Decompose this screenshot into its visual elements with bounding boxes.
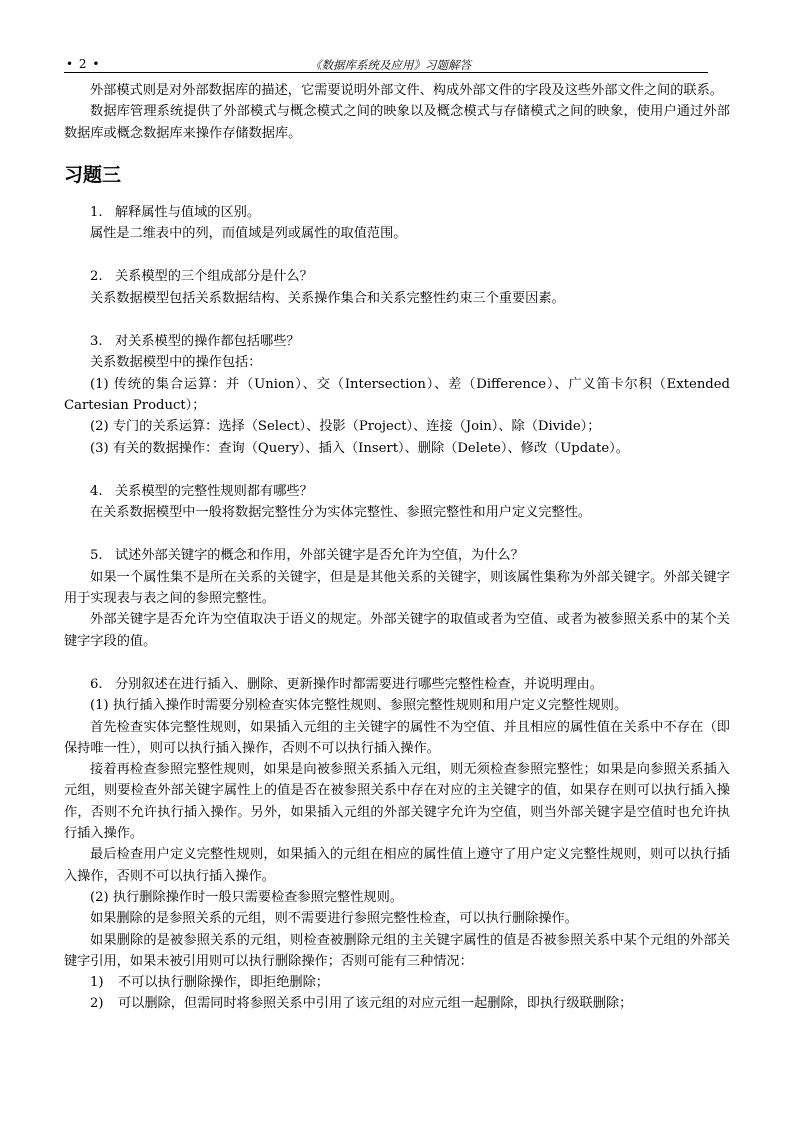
running-title: 《数据库系统及应用》习题解答 xyxy=(310,58,471,72)
question-text: 关系模型的完整性规则都有哪些？ xyxy=(115,483,313,499)
question-3 xyxy=(64,331,730,459)
answer-list-item: (2) 专门的关系运算：选择（Select）、投影（Project）、连接（Join）、除（Divide）； xyxy=(90,419,601,435)
question-number: 1. xyxy=(90,204,103,220)
answer-text: 关系数据模型包括关系数据结构、关系操作集合和关系完整性约束三个重要因素。 xyxy=(90,290,565,306)
answer-paragraph: 接着再检查参照完整性规则，如果是向被参照关系插入元组，则无须检查参照完整性；如果是向参照关系插入元组，则要检查外部关键字属性上的值是否在被参照关系中存在对应的主关键字的值，如果存在则可以执行插入操作，否则不允许执行插入操作。另外，如果插入元组的外部关键字允许为空值，则当外部关键字是空值时也允许执行插入操作。 xyxy=(64,762,730,842)
question-number: 3. xyxy=(90,334,103,350)
answer-paragraph: 如果删除的是被参照关系的元组，则检查被删除元组的主关键字属性的值是否被参照关系中某个元组的外部关键字引用，如果未被引用则可以执行删除操作；否则可能有三种情况： xyxy=(64,932,730,969)
question-text: 关系模型的三个组成部分是什么？ xyxy=(115,269,313,285)
case-item xyxy=(64,993,730,1014)
question-4 xyxy=(64,481,730,524)
answer-paragraph: 如果删除的是参照关系的元组，则不需要进行参照完整性检查，可以执行删除操作。 xyxy=(90,911,578,927)
case-item xyxy=(64,972,730,993)
question-1 xyxy=(64,202,730,245)
case-number: 2) xyxy=(90,996,104,1012)
question-2 xyxy=(64,266,730,309)
answer-list-item: (3) 有关的数据操作：查询（Query）、插入（Insert）、删除（Delete）、修改（Update）。 xyxy=(90,440,629,456)
answer-list-item: (1) 传统的集合运算：并（Union）、交（Intersection）、差（Difference）、广义笛卡尔积（Extended Cartesian Product）； xyxy=(64,376,730,413)
answer-paragraph: 如果一个属性集不是所在关系的关键字，但是是其他关系的关键字，则该属性集称为外部关键字。外部关键字用于实现表与表之间的参照完整性。 xyxy=(64,569,730,607)
question-number: 4. xyxy=(90,483,103,499)
intro-paragraph-2: 数据库管理系统提供了外部模式与概念模式之间的映象以及概念模式与存储模式之间的映象，使用户通过外部数据库或概念数据库来操作存储数据库。 xyxy=(64,104,730,141)
answer-intro: 关系数据模型中的操作包括： xyxy=(90,355,262,371)
question-number: 2. xyxy=(90,269,103,285)
answer-paragraph: (2) 执行删除操作时一般只需要检查参照完整性规则。 xyxy=(90,889,403,905)
answer-text: 属性是二维表中的列，而值域是列或属性的取值范围。 xyxy=(90,226,407,242)
question-number: 5. xyxy=(90,548,103,564)
question-text: 分别叙述在进行插入、删除、更新操作时都需要进行哪些完整性检查，并说明理由。 xyxy=(115,676,603,692)
page-body xyxy=(64,80,730,1015)
answer-paragraph: 最后检查用户定义完整性规则，如果插入的元组在相应的属性值上遵守了用户定义完整性规则，则可以执行插入操作，否则不可以执行插入操作。 xyxy=(64,847,730,884)
case-text: 可以删除，但需同时将参照关系中引用了该元组的对应元组一起删除，即执行级联删除； xyxy=(118,996,633,1012)
answer-paragraph: 外部关键字是否允许为空值取决于语义的规定。外部关键字的取值或者为空值、或者为被参照关系中的某个关键字字段的值。 xyxy=(64,612,730,649)
answer-paragraph: (1) 执行插入操作时需要分别检查实体完整性规则、参照完整性规则和用户定义完整性规则。 xyxy=(90,698,628,714)
page-number: • 2 • xyxy=(66,57,101,71)
question-number: 6. xyxy=(90,676,103,692)
question-text: 对关系模型的操作都包括哪些？ xyxy=(115,334,300,350)
section-title: 习题三 xyxy=(64,163,122,186)
question-text: 解释属性与值域的区别。 xyxy=(115,204,261,220)
intro-paragraph-1: 外部模式则是对外部数据库的描述，它需要说明外部文件、构成外部文件的字段及这些外部文件之间的联系。 xyxy=(90,83,723,98)
page-header xyxy=(64,52,708,73)
question-6 xyxy=(64,674,730,1015)
answer-paragraph: 首先检查实体完整性规则，如果插入元组的主关键字的属性不为空值、并且相应的属性值在关系中不存在（即保持唯一性），则可以执行插入操作，否则不可以执行插入操作。 xyxy=(64,719,730,756)
case-text: 不可以执行删除操作，即拒绝删除； xyxy=(118,975,329,991)
question-5 xyxy=(64,545,730,651)
answer-text: 在关系数据模型中一般将数据完整性分为实体完整性、参照完整性和用户定义完整性。 xyxy=(90,505,592,521)
case-number: 1) xyxy=(90,975,104,991)
question-text: 试述外部关键字的概念和作用，外部关键字是否允许为空值，为什么？ xyxy=(115,548,524,564)
